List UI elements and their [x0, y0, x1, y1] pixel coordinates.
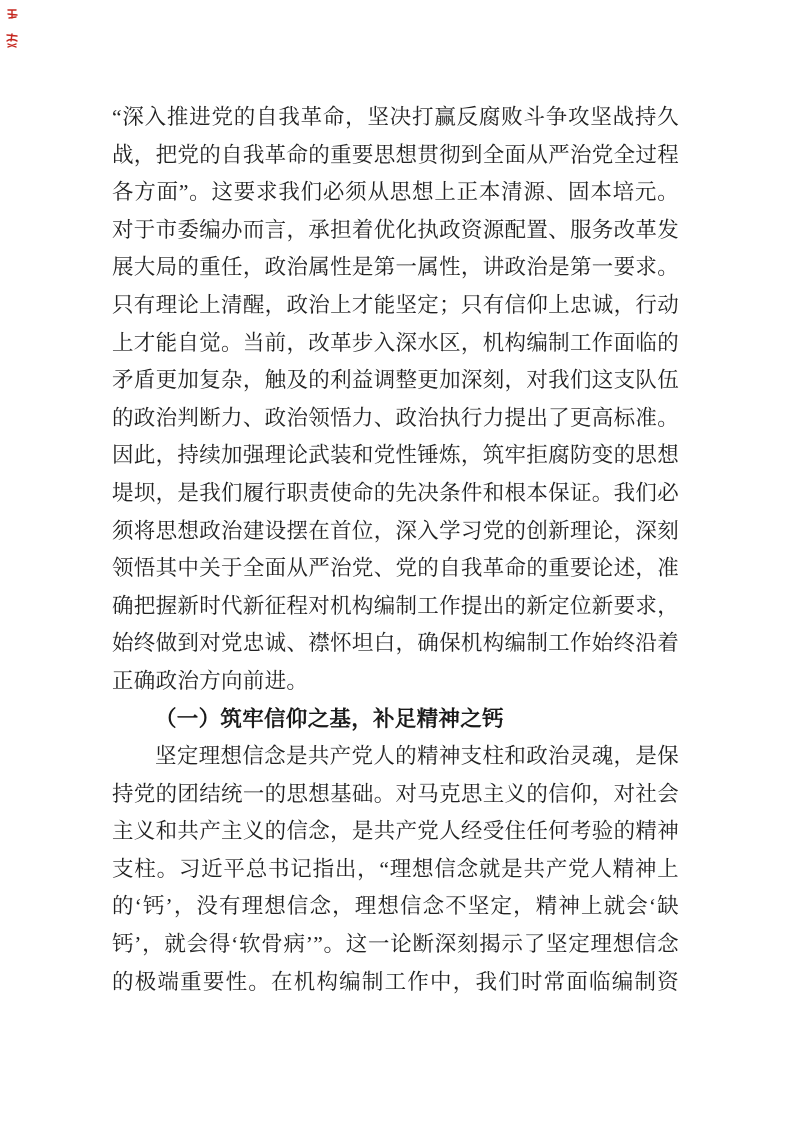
- red-annotation-mark-bottom: [5, 33, 19, 49]
- section-heading: （一）筑牢信仰之基，补足精神之钙: [155, 706, 504, 731]
- red-annotation-mark-top: [6, 8, 19, 20]
- body-paragraph-2: 坚定理想信念是共产党人的精神支柱和政治灵魂，是保持党的团结统一的思想基础。对马克思主义的信仰，对社会主义和共产主义的信念，是共产党人经受住任何考验的精神支柱。习近平总书记指出，“理想信念就是共产党人精神上的‘钙’，没有理想信念，理想信念不坚定，精神上就会‘缺钙’，就会得‘软骨病’”。这一论断深刻揭示了坚定理想信念的极端重要性。在机构编制工作中，我们时常面临编制资: [112, 744, 679, 994]
- body-paragraph-1: “深入推进党的自我革命，坚决打赢反腐败斗争攻坚战持久战，把党的自我革命的重要思想贯彻到全面从严治党全过程各方面”。这要求我们必须从思想上正本清源、固本培元。对于市委编办而言，承担着优化执政资源配置、服务改革发展大局的重任，政治属性是第一属性，讲政治是第一要求。只有理论上清醒，政治上才能坚定；只有信仰上忠诚，行动上才能自觉。当前，改革步入深水区，机构编制工作面临的矛盾更加复杂，触及的利益调整更加深刻，对我们这支队伍的政治判断力、政治领悟力、政治执行力提出了更高标准。因此，持续加强理论武装和党性锤炼，筑牢拒腐防变的思想堤坝，是我们履行职责使命的先决条件和根本保证。我们必须将思想政治建设摆在首位，深入学习党的创新理论，深刻领悟其中关于全面从严治党、党的自我革命的重要论述，准确把握新时代新征程对机构编制工作提出的新定位新要求，始终做到对党忠诚、襟怀坦白，确保机构编制工作始终沿着正确政治方向前进。: [112, 105, 679, 693]
- document-body-text: [112, 99, 679, 1001]
